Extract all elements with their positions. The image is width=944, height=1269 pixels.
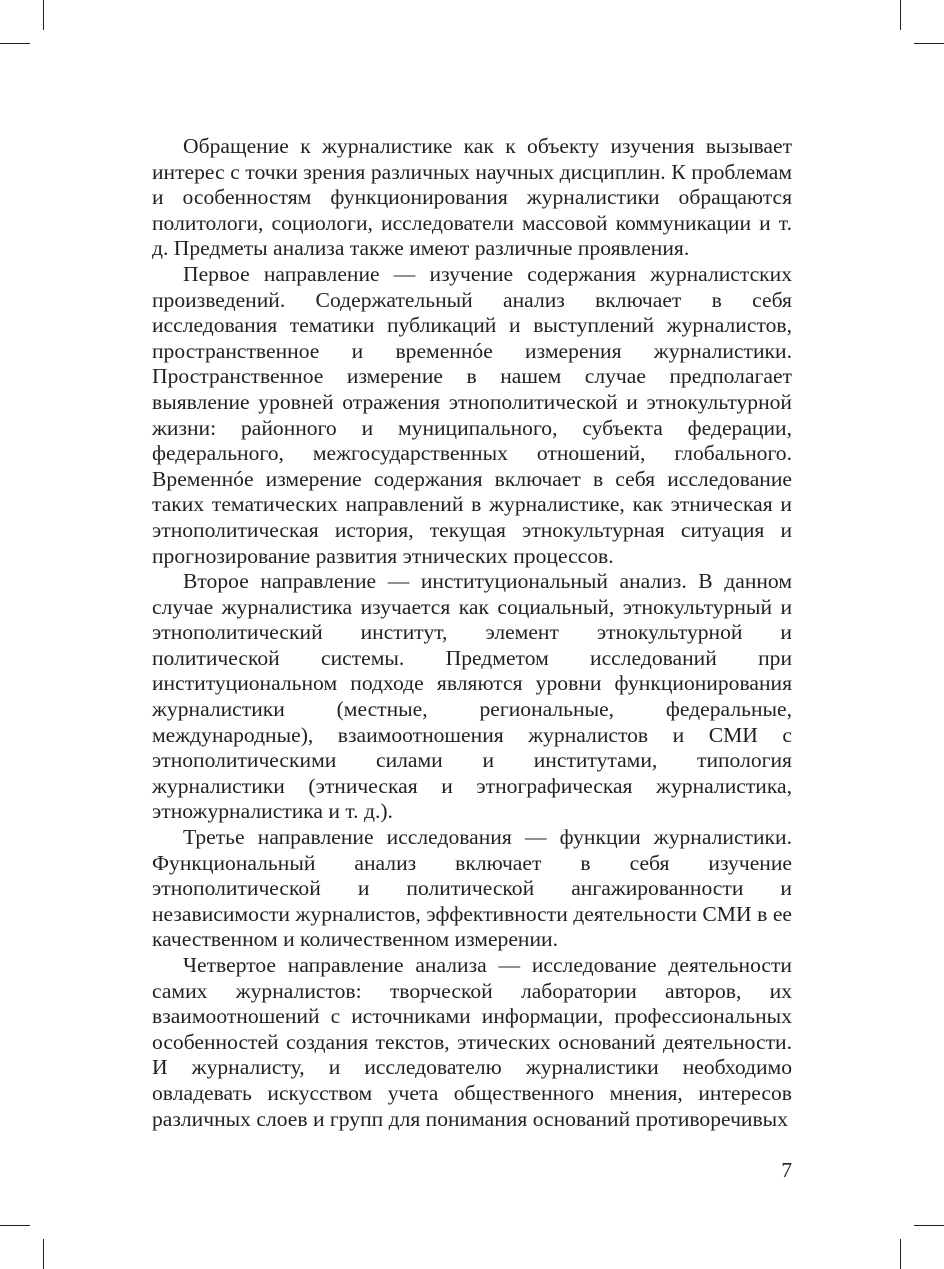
- crop-mark-top-left-vertical: [43, 0, 44, 30]
- crop-mark-top-right-vertical: [900, 0, 901, 30]
- paragraph: Второе направление — институциональный анализ. В данном случае журналистика изучается как социальный, этнокультурный и этнополитический институт, элемент этнокультурной и политической системы. Предметом исследований при институциональном подходе являются уровни функционирования журналистики (местные, региональные, федеральные, международные), взаимоотношения журналистов и СМИ с этнополитическими силами и институтами, типология журналистики (этническая и этнографическая журналистика, этножурналистика и т. д.).: [152, 569, 792, 824]
- crop-mark-bottom-left-horizontal: [0, 1225, 30, 1226]
- crop-mark-bottom-right-horizontal: [914, 1225, 944, 1226]
- crop-mark-bottom-right-vertical: [900, 1239, 901, 1269]
- paragraph: Третье направление исследования — функции журналистики. Функциональный анализ включает в себя изучение этнополитической и политической ангажированности и независимости журналистов, эффективности деятельности СМИ в ее качественном и количественном измерении.: [152, 825, 792, 952]
- paragraph: Обращение к журналистике как к объекту изучения вызывает интерес с точки зрения различных научных дисциплин. К проблемам и особенностям функционирования журналистики обращаются политологи, социологи, исследователи массовой коммуникации и т. д. Предметы анализа также имеют различные проявления.: [152, 134, 792, 261]
- page-number: 7: [781, 1158, 792, 1182]
- crop-mark-top-right-horizontal: [914, 43, 944, 44]
- paragraph: Первое направление — изучение содержания журналистских произведений. Содержательный анализ включает в себя исследования тематики публикаций и выступлений журналистов, пространственное и временнóе измерения журналистики. Пространственное измерение в нашем случае предполагает выявление уровней отражения этнополитической и этнокультурной жизни: районного и муниципального, субъекта федерации, федерального, межгосударственных отношений, глобального. Временнóе измерение содержания включает в себя исследование таких тематических направлений в журналистике, как этническая и этнополитическая история, текущая этнокультурная ситуация и прогнозирование развития этнических процессов.: [152, 261, 792, 568]
- paragraph: Четвертое направление анализа — исследование деятельности самих журналистов: творческой лаборатории авторов, их взаимоотношений с источниками информации, профессиональных особенностей создания текстов, этических оснований деятельности. И журналисту, и исследователю журналистики необходимо овладевать искусством учета общественного мнения, интересов различных слоев и групп для понимания оснований противоречивых: [152, 953, 792, 1131]
- body-text: [152, 134, 792, 1132]
- crop-mark-top-left-horizontal: [0, 43, 30, 44]
- crop-mark-bottom-left-vertical: [43, 1239, 44, 1269]
